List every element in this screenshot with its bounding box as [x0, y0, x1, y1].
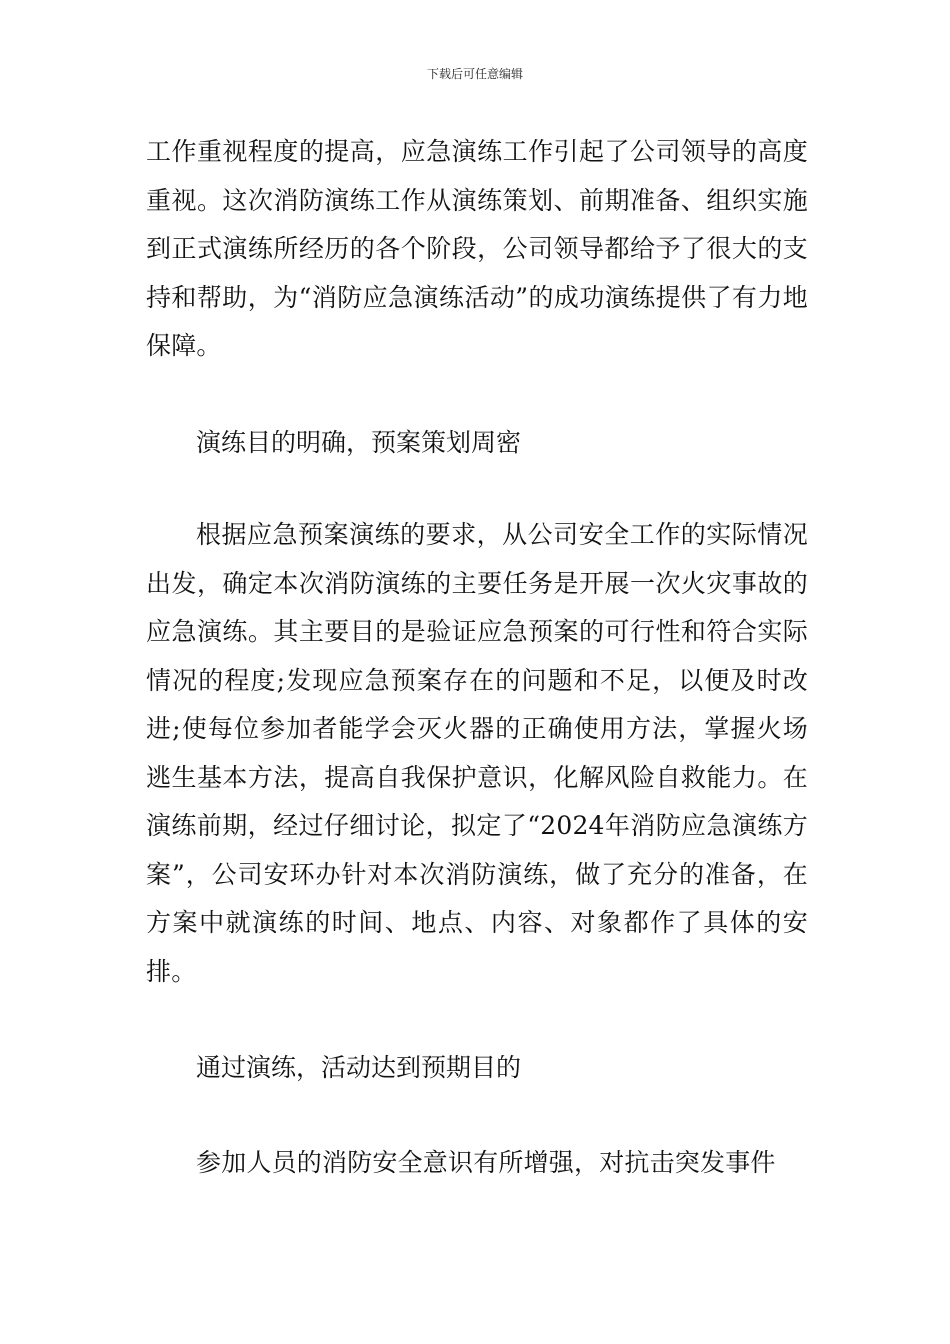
- section-heading-drill-result: 通过演练，活动达到预期目的: [196, 1053, 522, 1082]
- paragraph-safety-awareness: 参加人员的消防安全意识有所增强，对抗击突发事件: [196, 1147, 776, 1177]
- paragraph-spacer: [146, 996, 808, 1044]
- document-body: [146, 128, 808, 1187]
- page-header-note: 下载后可任意编辑: [426, 67, 523, 81]
- paragraph-leadership-support: 工作重视程度的提高，应急演练工作引起了公司领导的高度重视。这次消防演练工作从演练策划、前期准备、组织实施到正式演练所经历的各个阶段，公司领导都给予了很大的支持和帮助，为“消防应急演练活动”的成功演练提供了有力地保障。: [146, 137, 808, 360]
- paragraph-drill-plan: 根据应急预案演练的要求，从公司安全工作的实际情况出发，确定本次消防演练的主要任务是开展一次火灾事故的应急演练。其主要目的是验证应急预案的可行性和符合实际情况的程度;发现应急预案存在的问题和不足，以便及时改进;使每位参加者能学会灭火器的正确使用方法，掌握火场逃生基本方法，提高自我保护意识，化解风险自救能力。在演练前期，经过仔细讨论，拟定了“2024年消防应急演练方案”，公司安环办针对本次消防演练，做了充分的准备，在方案中就演练的时间、地点、内容、对象都作了具体的安排。: [146, 520, 808, 986]
- section-heading-drill-purpose: 演练目的明确，预案策划周密: [196, 427, 522, 457]
- paragraph-spacer: [146, 1093, 808, 1139]
- paragraph-spacer: [146, 371, 808, 419]
- paragraph-spacer: [146, 467, 808, 511]
